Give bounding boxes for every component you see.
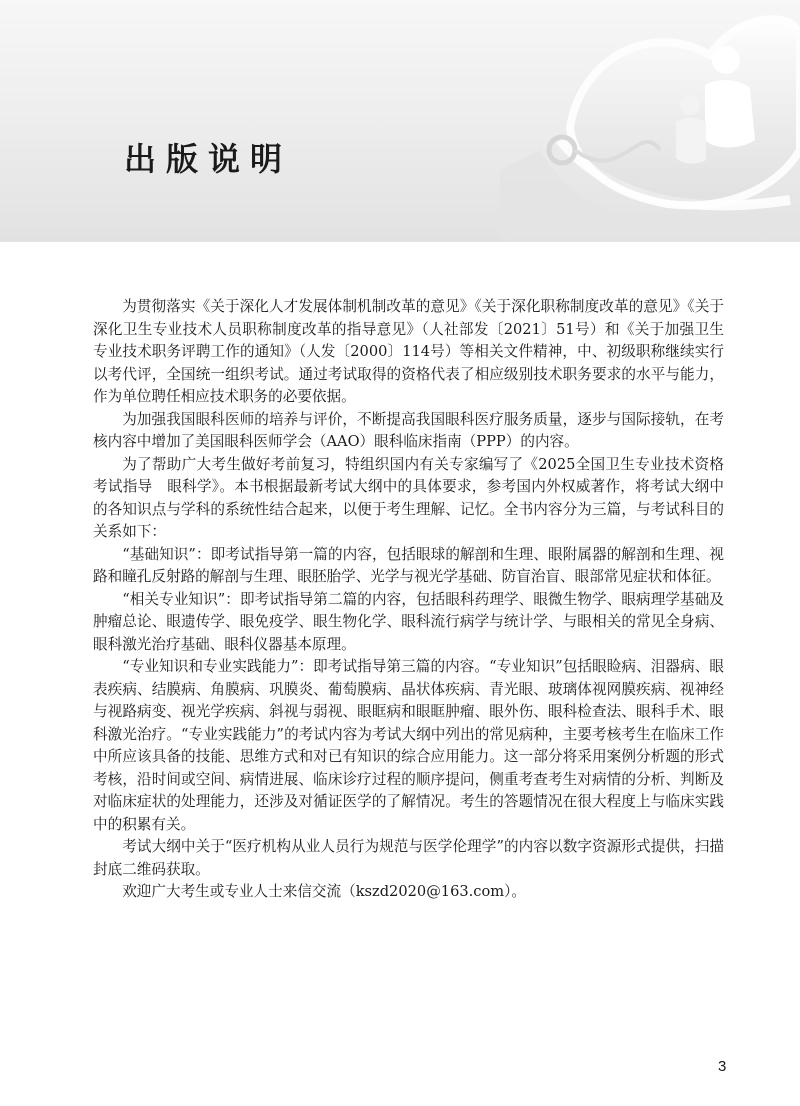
paragraph: 为加强我国眼科医师的培养与评价，不断提高我国眼科医疗服务质量，逐步与国际接轨，在考核内容中增加了美国眼科医师学会（AAO）眼科临床指南（PPP）的内容。: [93, 410, 724, 450]
heart-family-logo-icon: [500, 0, 800, 242]
paragraph: “专业知识和专业实践能力”：即考试指导第三篇的内容。“专业知识”包括眼睑病、泪器病、眼表疾病、结膜病、角膜病、巩膜炎、葡萄膜病、晶状体疾病、青光眼、玻璃体视网膜疾病、视神经与视路病变、视光学疾病、斜视与弱视、眼眶病和眼眶肿瘤、眼外伤、眼科检查法、眼科手术、眼科激光治疗。“专业实践能力”的考试内容为考试大纲中列出的常见病种，主要考核考生在临床工作中所应该具备的技能、思维方式和对已有知识的综合应用能力。这一部分将采用案例分析题的形式考核，沿时间或空间、病情进展、临床诊疗过程的顺序提问，侧重考查考生对病情的分析、判断及对临床症状的处理能力，还涉及对循证医学的了解情况。考生的答题情况在很大程度上与临床实践中的积累有关。: [93, 658, 724, 833]
page-number: 3: [718, 1058, 727, 1075]
paragraph: 考试大纲中关于“医疗机构从业人员行为规范与医学伦理学”的内容以数字资源形式提供，扫描封底二维码获取。: [93, 838, 724, 878]
header-band: [0, 0, 800, 242]
paragraph: 为贯彻落实《关于深化人才发展体制机制改革的意见》《关于深化职称制度改革的意见》《关于深化卫生专业技术人员职称制度改革的指导意见》（人社部发〔2021〕51号）和《关于加强卫生专业技术职务评聘工作的通知》（人发〔2000〕114号）等相关文件精神，中、初级职称继续实行以考代评，全国统一组织考试。通过考试取得的资格代表了相应级别技术职务要求的水平与能力，作为单位聘任相应技术职务的必要依据。: [93, 298, 724, 405]
paragraph: “相关专业知识”：即考试指导第二篇的内容，包括眼科药理学、眼微生物学、眼病理学基础及肿瘤总论、眼遗传学、眼免疫学、眼生物化学、眼科流行病学与统计学、与眼相关的常见全身病、眼科激光治疗基础、眼科仪器基本原理。: [93, 590, 724, 653]
paragraph: 为了帮助广大考生做好考前复习，特组织国内有关专家编写了《2025全国卫生专业技术资格考试指导 眼科学》。本书根据最新考试大纲中的具体要求，参考国内外权威著作，将考试大纲中的各知识点与学科的系统性结合起来，以便于考生理解、记忆。全书内容分为三篇，与考试科目的关系如下：: [93, 455, 724, 540]
body-text: [93, 296, 724, 904]
paragraph: “基础知识”：即考试指导第一篇的内容，包括眼球的解剖和生理、眼附属器的解剖和生理、视路和瞳孔反射路的解剖与生理、眼胚胎学、光学与视光学基础、防盲治盲、眼部常见症状和体征。: [93, 545, 724, 585]
paragraph: 欢迎广大考生或专业人士来信交流（kszd2020@163.com）。: [122, 883, 526, 900]
page-title: 出版说明: [124, 140, 293, 178]
